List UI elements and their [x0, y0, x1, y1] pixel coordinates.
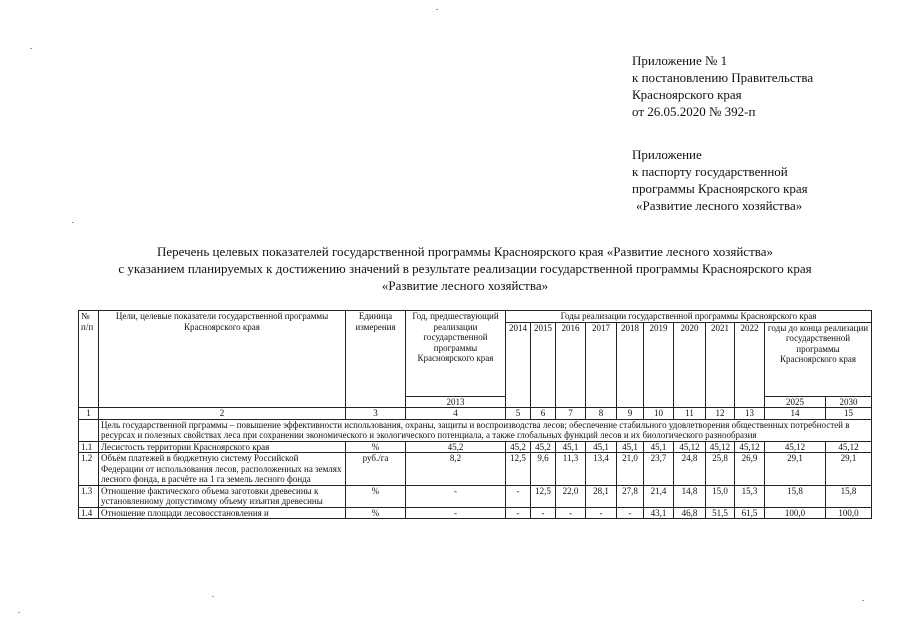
row-year-value: 27,8	[617, 485, 644, 507]
row-year-value: 12,5	[506, 453, 531, 486]
appendix-decree-line: от 26.05.2020 № 392-п	[632, 104, 756, 119]
row-unit: %	[346, 507, 406, 519]
row-year-value: 22,0	[556, 485, 586, 507]
row-value-2030: 45,12	[826, 441, 872, 453]
header-year: 2020	[674, 322, 706, 408]
scan-speck	[212, 596, 214, 597]
row-year-value: -	[586, 507, 617, 519]
column-number: 10	[644, 408, 674, 420]
table-row	[79, 441, 872, 453]
column-number: 9	[617, 408, 644, 420]
column-number: 1	[79, 408, 99, 420]
row-year-value: 28,1	[586, 485, 617, 507]
row-year-value: -	[506, 507, 531, 519]
column-number: 13	[735, 408, 765, 420]
column-number: 3	[346, 408, 406, 420]
row-year-value: 12,5	[531, 485, 556, 507]
row-year-value: 24,8	[674, 453, 706, 486]
row-year-value: 15,0	[706, 485, 735, 507]
row-value-2025: 100,0	[765, 507, 826, 519]
column-number: 11	[674, 408, 706, 420]
title-line: «Развитие лесного хозяйства»	[381, 278, 549, 293]
scan-speck	[72, 222, 74, 223]
row-year-value: 21,0	[617, 453, 644, 486]
table-row	[79, 485, 872, 507]
header-previous-year-value: 2013	[406, 396, 506, 408]
header-end-period: годы до конца реализации государственной программы Красноярского края	[765, 322, 872, 396]
indicators-table	[78, 310, 872, 519]
header-year: 2018	[617, 322, 644, 408]
row-year-value: 45,1	[586, 441, 617, 453]
column-number: 2	[99, 408, 346, 420]
row-year-value: 11,3	[556, 453, 586, 486]
table-row	[79, 453, 872, 486]
row-year-value: 45,12	[674, 441, 706, 453]
row-value-2025: 45,12	[765, 441, 826, 453]
row-previous-value: -	[406, 485, 506, 507]
scan-speck	[18, 612, 20, 613]
header-end-year: 2030	[826, 396, 872, 408]
row-year-value: 43,1	[644, 507, 674, 519]
column-number: 8	[586, 408, 617, 420]
row-unit: %	[346, 441, 406, 453]
document-title	[40, 243, 890, 294]
row-year-value: 46,8	[674, 507, 706, 519]
row-year-value: 45,2	[506, 441, 531, 453]
header-year: 2016	[556, 322, 586, 408]
header-year: 2019	[644, 322, 674, 408]
header-year: 2014	[506, 322, 531, 408]
row-year-value: 45,1	[617, 441, 644, 453]
row-year-value: -	[556, 507, 586, 519]
column-number: 12	[706, 408, 735, 420]
appendix-passport-line: программы Красноярского края	[632, 181, 808, 196]
row-value-2030: 29,1	[826, 453, 872, 486]
column-numbers-row	[79, 408, 872, 420]
row-previous-value: 45,2	[406, 441, 506, 453]
row-year-value: -	[617, 507, 644, 519]
column-number: 5	[506, 408, 531, 420]
header-year: 2022	[735, 322, 765, 408]
title-line: с указанием планируемых к достижению значений в результате реализации государственной программы Красноярского края	[118, 261, 812, 276]
title-line: Перечень целевых показателей государственной программы Красноярского края «Развитие лесного хозяйства»	[156, 244, 773, 259]
row-indicator-name: Объём платежей в бюджетную систему Российской Федерации от использования лесов, расположенных на землях лесного фонда, в расчёте на 1 га земель лесного фонда	[99, 453, 346, 486]
row-year-value: 45,12	[735, 441, 765, 453]
row-year-value: -	[531, 507, 556, 519]
row-indicator-name: Отношение фактического объема заготовки древесины к установленному допустимому объему изъятия древесины	[99, 485, 346, 507]
appendix-decree-line: Приложение № 1	[632, 53, 728, 68]
row-value-2025: 29,1	[765, 453, 826, 486]
header-year: 2015	[531, 322, 556, 408]
row-year-value: 45,12	[706, 441, 735, 453]
appendix-decree-line: к постановлению Правительства	[632, 70, 814, 85]
row-year-value: 26,9	[735, 453, 765, 486]
header-unit: Единица измерения	[346, 311, 406, 408]
row-year-value: 13,4	[586, 453, 617, 486]
row-number: 1.4	[79, 507, 99, 519]
goal-text: Цель государственной прграммы – повышение эффективности использования, охраны, защиты и воспроизводства лесов; обеспечение стабильного удовлетворения общественных потребностей в ресурсах и полезных свойствах леса при сохранении экономического и экологического потенциала, а также глобальных функций лесов и их биологического разнообразия	[99, 419, 872, 441]
row-year-value: 61,5	[735, 507, 765, 519]
header-goals: Цели, целевые показатели государственной программы Красноярского края	[99, 311, 346, 408]
appendix-passport-line: «Развитие лесного хозяйства»	[636, 198, 803, 213]
row-previous-value: -	[406, 507, 506, 519]
column-number: 14	[765, 408, 826, 420]
row-previous-value: 8,2	[406, 453, 506, 486]
column-number: 6	[531, 408, 556, 420]
header-year: 2017	[586, 322, 617, 408]
header-number: № п/п	[79, 311, 99, 408]
header-implementation-years: Годы реализации государственной программы Красноярского края	[506, 311, 872, 323]
row-year-value: 23,7	[644, 453, 674, 486]
column-number: 4	[406, 408, 506, 420]
row-number: 1.3	[79, 485, 99, 507]
appendix-decree-block	[632, 52, 892, 120]
header-previous-year: Год, предшествующий реализации государственной программы Красноярского края	[406, 311, 506, 397]
row-number: 1.2	[79, 453, 99, 486]
row-unit: %	[346, 485, 406, 507]
appendix-passport-line: Приложение	[632, 147, 702, 162]
table-row	[79, 507, 872, 519]
appendix-passport-line: к паспорту государственной	[632, 164, 788, 179]
row-indicator-name: Лесистость территории Красноярского края	[99, 441, 346, 453]
row-year-value: 45,2	[531, 441, 556, 453]
header-end-year: 2025	[765, 396, 826, 408]
scan-speck	[30, 48, 32, 49]
row-year-value: 9,6	[531, 453, 556, 486]
row-year-value: -	[506, 485, 531, 507]
goal-number-cell	[79, 419, 99, 441]
row-year-value: 51,5	[706, 507, 735, 519]
row-year-value: 14,8	[674, 485, 706, 507]
row-indicator-name: Отношение площади лесовосстановления и	[99, 507, 346, 519]
row-year-value: 21,4	[644, 485, 674, 507]
row-number: 1.1	[79, 441, 99, 453]
appendix-decree-line: Красноярского края	[632, 87, 742, 102]
appendix-passport-block	[632, 146, 892, 214]
goal-row	[79, 419, 872, 441]
row-year-value: 15,3	[735, 485, 765, 507]
row-value-2030: 100,0	[826, 507, 872, 519]
row-year-value: 45,1	[556, 441, 586, 453]
column-number: 15	[826, 408, 872, 420]
scan-speck	[436, 9, 438, 10]
row-year-value: 25,8	[706, 453, 735, 486]
row-unit: руб./га	[346, 453, 406, 486]
row-value-2030: 15,8	[826, 485, 872, 507]
scan-speck	[862, 600, 864, 601]
column-number: 7	[556, 408, 586, 420]
header-year: 2021	[706, 322, 735, 408]
row-value-2025: 15,8	[765, 485, 826, 507]
row-year-value: 45,1	[644, 441, 674, 453]
